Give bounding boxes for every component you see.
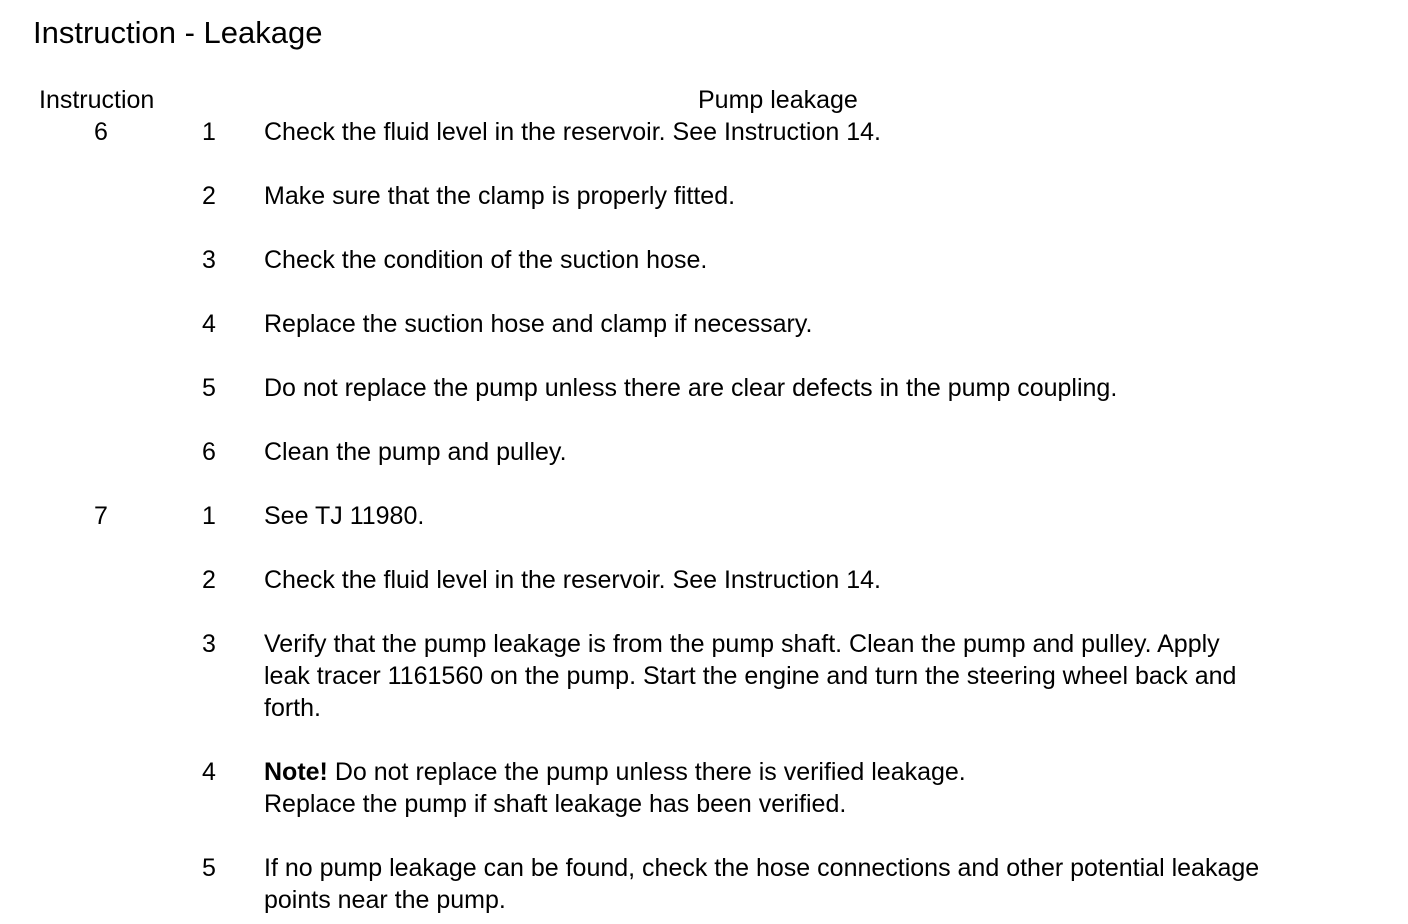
step-text-line: Check the fluid level in the reservoir. See Instruction 14. (264, 118, 881, 146)
step-text-line: Check the condition of the suction hose. (264, 246, 708, 274)
step-text (264, 628, 1394, 724)
step-text-line: leak tracer 1161560 on the pump. Start the engine and turn the steering wheel back and (264, 662, 1237, 690)
step-text (264, 852, 1394, 916)
step-text-line: Check the fluid level in the reservoir. See Instruction 14. (264, 566, 881, 594)
step-text-line: Do not replace the pump unless there are clear defects in the pump coupling. (264, 374, 1118, 402)
step-text-line (264, 756, 1394, 788)
step-text-line: Verify that the pump leakage is from the pump shaft. Clean the pump and pulley. Apply (264, 630, 1220, 658)
step-text (264, 308, 1394, 340)
step-text (264, 564, 1394, 596)
step-number: 5 (202, 854, 216, 882)
step-text (264, 436, 1394, 468)
instruction-number: 7 (94, 502, 108, 530)
step-text (264, 116, 1394, 148)
step-text (264, 372, 1394, 404)
note-label: Note! (264, 758, 328, 786)
note-text: Do not replace the pump unless there is verified leakage. (327, 758, 966, 786)
step-number: 6 (202, 438, 216, 466)
step-number: 3 (202, 630, 216, 658)
step-text-line: If no pump leakage can be found, check the hose connections and other potential leakage (264, 854, 1260, 882)
step-number: 3 (202, 246, 216, 274)
instruction-column-header: Instruction (39, 86, 155, 114)
page-title: Instruction - Leakage (33, 15, 323, 50)
step-number: 2 (202, 566, 216, 594)
step-text (264, 500, 1394, 532)
step-text-line: Clean the pump and pulley. (264, 438, 567, 466)
section-heading: Pump leakage (698, 86, 858, 114)
step-text-line: forth. (264, 694, 321, 722)
step-text-line: Replace the pump if shaft leakage has been verified. (264, 790, 847, 818)
step-number: 4 (202, 310, 216, 338)
step-text-line: See TJ 11980. (264, 502, 425, 530)
instruction-number: 6 (94, 118, 108, 146)
step-text (264, 180, 1394, 212)
step-text (264, 244, 1394, 276)
step-number: 5 (202, 374, 216, 402)
step-text (264, 756, 1394, 820)
step-text-line: Make sure that the clamp is properly fitted. (264, 182, 736, 210)
step-number: 2 (202, 182, 216, 210)
step-number: 1 (202, 118, 216, 146)
step-text-line: Replace the suction hose and clamp if necessary. (264, 310, 813, 338)
step-number: 1 (202, 502, 216, 530)
step-text-line: points near the pump. (264, 886, 506, 914)
step-number: 4 (202, 758, 216, 786)
